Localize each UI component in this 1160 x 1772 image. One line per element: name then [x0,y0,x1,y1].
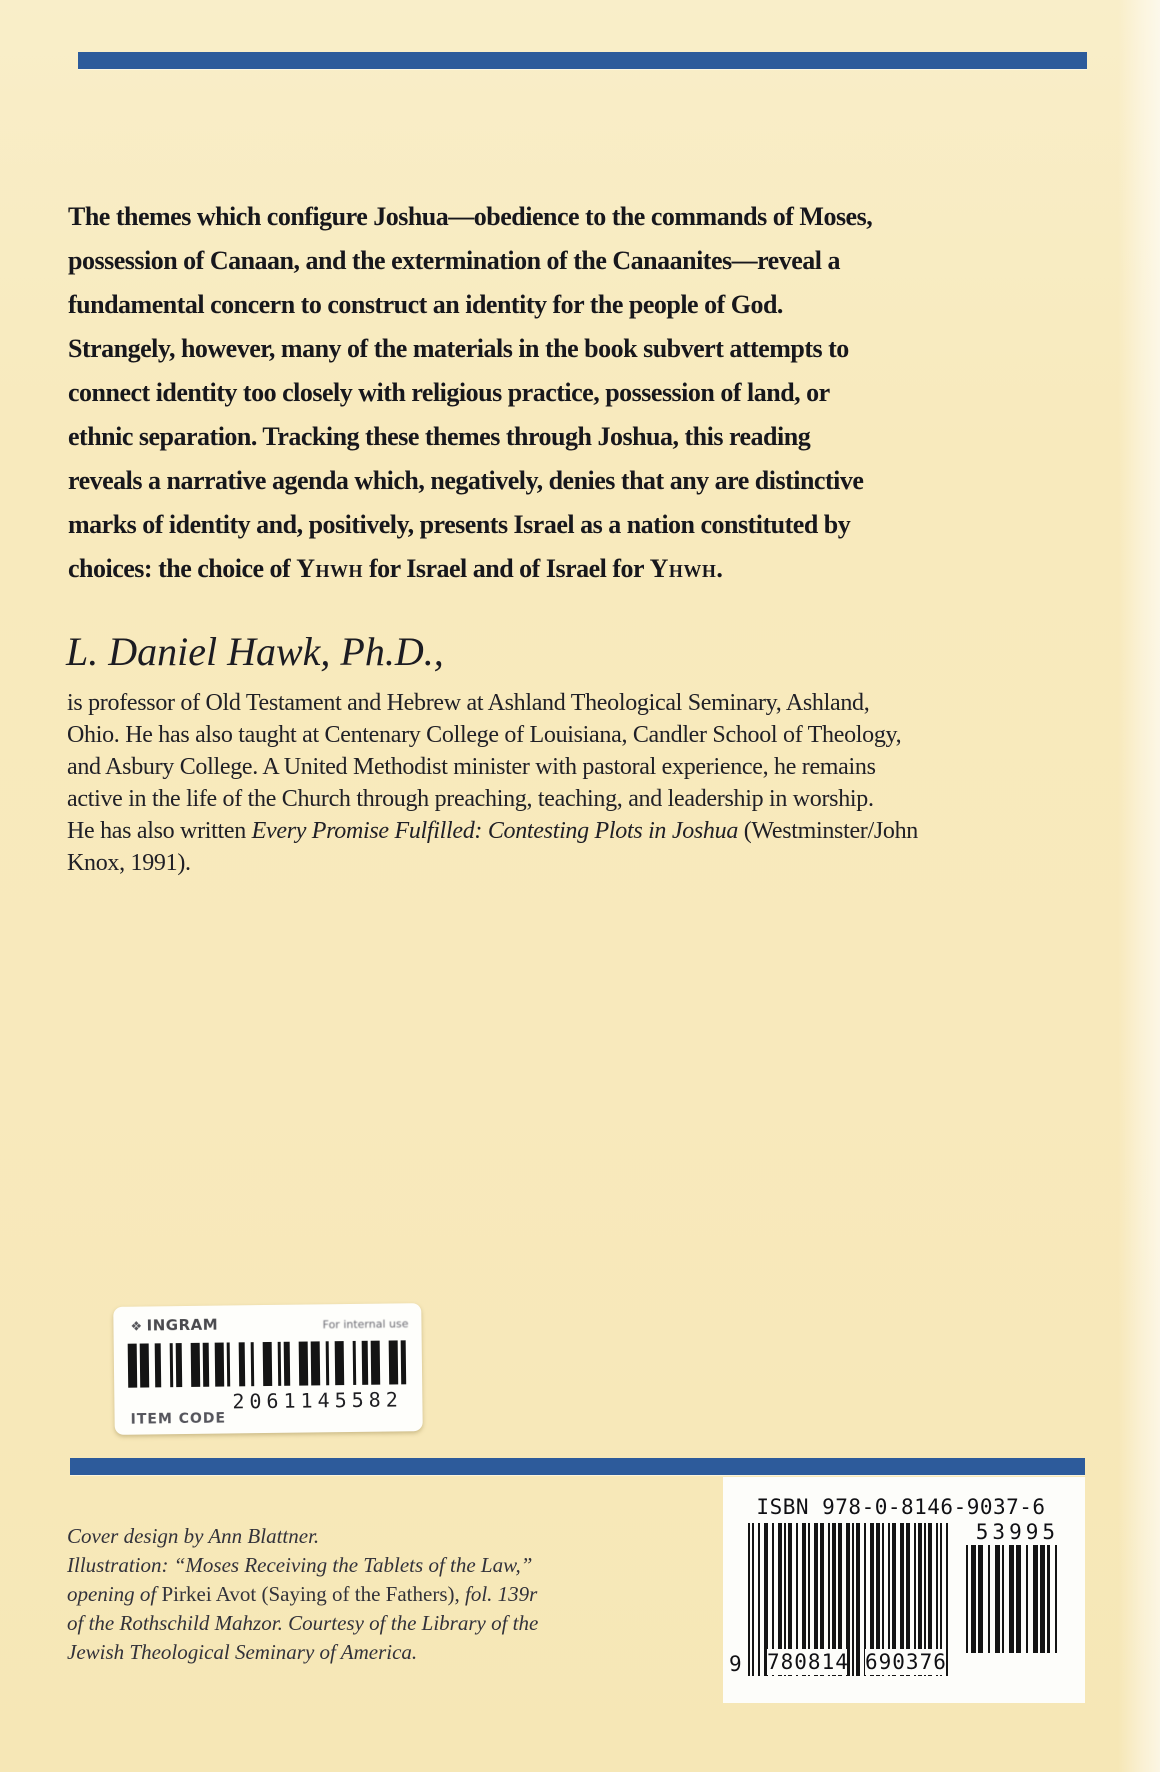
sticker-brand [130,1316,218,1335]
text-line: fundamental concern to construct an identity for the people of God. [68,290,783,319]
text-line: Cover design by Ann Blattner. [67,1524,320,1548]
text-line: Illustration: “Moses Receiving the Tablets of the Law,” [67,1553,533,1577]
text-line: ethnic separation. Tracking these themes through Joshua, this reading [68,422,811,451]
ean-digits-row [723,1649,1085,1675]
author-name: L. Daniel Hawk, Ph.D., [66,629,444,674]
text-line: is professor of Old Testament and Hebrew at Ashland Theological Seminary, Ashland, [67,690,870,716]
isbn-number: ISBN 978-0-8146-9037-6 [756,1495,1046,1519]
credits [67,1522,687,1667]
text-line: connect identity too closely with religious practice, possession of land, or [68,378,830,407]
text-line: Jewish Theological Seminary of America. [67,1640,418,1664]
sticker-barcode [128,1340,407,1387]
isbn-block [723,1477,1085,1703]
sticker-brand-label: INGRAM [146,1315,219,1335]
sticker-item-code-number: 2061145582 [232,1387,403,1414]
price-addon-barcode [966,1545,1066,1653]
text-line: opening of Pirkei Avot (Saying of the Fathers), fol. 139r [67,1582,538,1606]
text-line: of the Rothschild Mahzor. Courtesy of the Library of the [67,1611,539,1635]
author-bio [67,687,1027,879]
text-line: and Asbury College. A United Methodist minister with pastoral experience, he remains [67,754,876,780]
sticker-item-code-label: ITEM CODE [130,1410,227,1428]
text-line: choices: the choice of Yhwh for Israel and of Israel for Yhwh. [68,554,723,583]
isbn-price-code: 53995 [975,1520,1059,1544]
text-line: possession of Canaan, and the extermination of the Canaanites—reveal a [68,246,840,275]
page-edge-highlight [1118,0,1160,1772]
text-line: marks of identity and, positively, presents Israel as a nation constituted by [68,510,851,539]
back-cover-blurb [68,195,1028,591]
text-line: He has also written Every Promise Fulfilled: Contesting Plots in Joshua (Westminster/John [67,818,919,844]
top-accent-bar [78,52,1087,69]
ingram-logo-icon: ❖ [130,1319,143,1335]
ean-digit-left: 9 [729,1652,742,1676]
sticker-header [130,1313,408,1334]
text-line: The themes which configure Joshua—obedience to the commands of Moses, [68,202,873,231]
distributor-sticker [113,1303,423,1435]
text-line: Ohio. He has also taught at Centenary College of Louisiana, Candler School of Theology, [67,722,902,748]
ean-digits-group2: 690376 [865,1650,947,1674]
text-line: Strangely, however, many of the materials in the book subvert attempts to [68,334,849,363]
bottom-accent-bar [70,1458,1085,1475]
text-line: reveals a narrative agenda which, negatively, denies that any are distinctive [68,466,864,495]
text-line: active in the life of the Church through preaching, teaching, and leadership in worship. [67,786,874,812]
sticker-note: For internal use [322,1317,409,1332]
ean-digits-group1: 780814 [767,1650,849,1674]
text-line: Knox, 1991). [67,850,191,876]
